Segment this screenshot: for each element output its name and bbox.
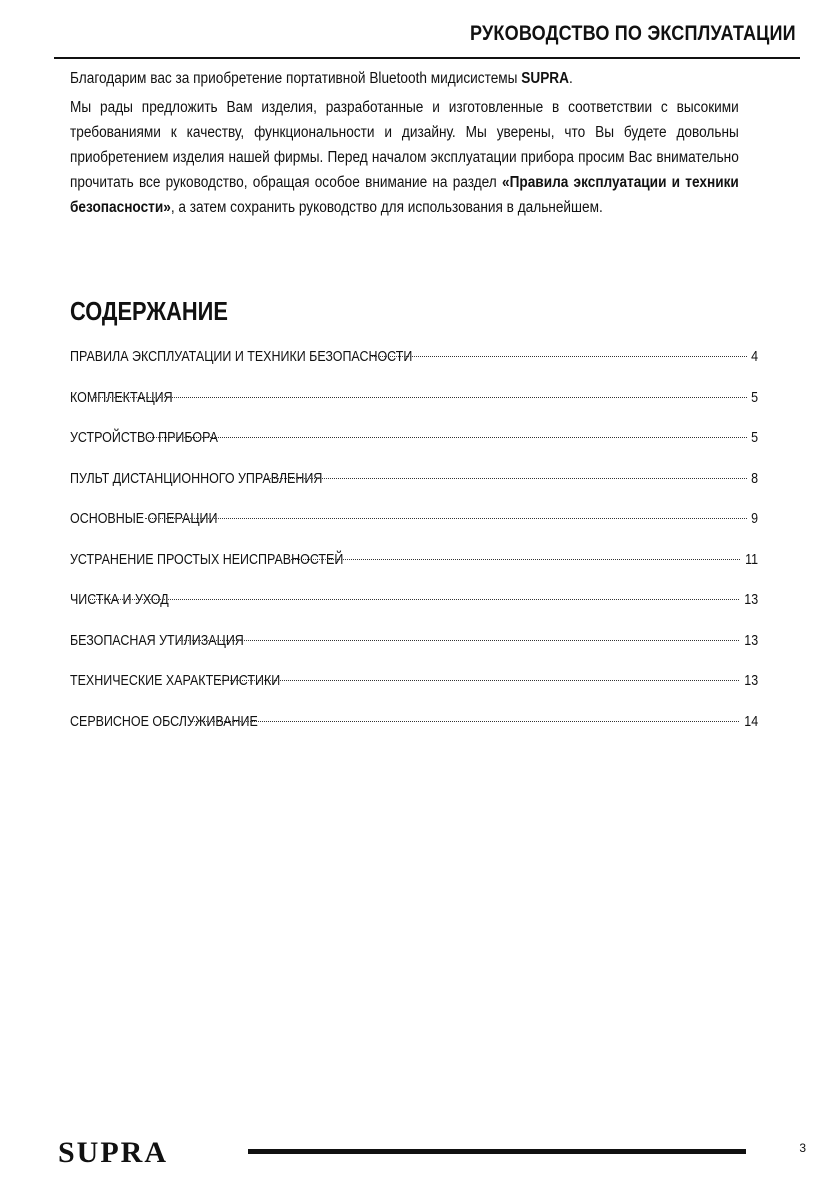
toc-entry-title: ПУЛЬТ ДИСТАНЦИОННОГО УПРАВЛЕНИЯ bbox=[70, 470, 323, 487]
toc-entry-page: 8 bbox=[751, 470, 758, 487]
toc-entry-title: КОМПЛЕКТАЦИЯ bbox=[70, 389, 173, 406]
toc-entry-title: ТЕХНИЧЕСКИЕ ХАРАКТЕРИСТИКИ bbox=[70, 673, 281, 689]
supra-logo: SUPRA bbox=[58, 1136, 169, 1169]
toc-dot-leader bbox=[192, 721, 739, 722]
toc-dot-leader bbox=[145, 518, 747, 519]
toc-entry-title: ПРАВИЛА ЭКСПЛУАТАЦИИ И ТЕХНИКИ БЕЗОПАСНОСТИ bbox=[70, 349, 413, 365]
toc-dot-leader bbox=[372, 356, 747, 357]
toc-entry-page: 13 bbox=[744, 632, 758, 649]
toc-entry[interactable] bbox=[70, 471, 758, 512]
toc-dot-leader bbox=[291, 559, 739, 560]
toc-entry-page: 5 bbox=[751, 389, 758, 406]
toc-entry-title: УСТРАНЕНИЕ ПРОСТЫХ НЕИСПРАВНОСТЕЙ bbox=[70, 551, 344, 568]
toc-dot-leader bbox=[146, 437, 747, 438]
toc-entry[interactable] bbox=[70, 390, 758, 431]
toc-heading: СОДЕРЖАНИЕ bbox=[70, 296, 228, 326]
toc-entry-title: БЕЗОПАСНАЯ УТИЛИЗАЦИЯ bbox=[70, 632, 244, 649]
footer-divider bbox=[248, 1149, 746, 1154]
toc-entry-page: 14 bbox=[744, 713, 758, 730]
toc-entry-page: 13 bbox=[744, 673, 758, 689]
table-of-contents bbox=[70, 349, 758, 754]
intro-p2-end: , а затем сохранить руководство для использования в дальнейшем. bbox=[170, 199, 603, 216]
toc-entry-title: СЕРВИСНОЕ ОБСЛУЖИВАНИЕ bbox=[70, 713, 258, 730]
toc-entry[interactable] bbox=[70, 552, 758, 593]
intro-paragraph-2 bbox=[70, 95, 739, 220]
intro-section bbox=[70, 66, 739, 224]
toc-entry-page: 11 bbox=[745, 551, 758, 568]
toc-entry[interactable] bbox=[70, 633, 758, 674]
toc-entry[interactable] bbox=[70, 714, 758, 755]
toc-entry-title: ЧИСТКА И УХОД bbox=[70, 592, 169, 608]
toc-dot-leader bbox=[88, 599, 738, 600]
toc-dot-leader bbox=[93, 397, 747, 398]
toc-entry[interactable] bbox=[70, 673, 758, 714]
header-divider bbox=[54, 57, 800, 59]
intro-safety-section-ref: «Правила эксплуатации и техники безопасности» bbox=[70, 174, 739, 216]
toc-entry-title: ОСНОВНЫЕ ОПЕРАЦИИ bbox=[70, 511, 218, 527]
toc-entry[interactable] bbox=[70, 592, 758, 633]
toc-entry-title: УСТРОЙСТВО ПРИБОРА bbox=[70, 430, 218, 446]
toc-entry-page: 5 bbox=[751, 430, 758, 446]
toc-dot-leader bbox=[218, 680, 739, 681]
toc-entry[interactable] bbox=[70, 430, 758, 471]
toc-entry-page: 13 bbox=[744, 592, 758, 608]
document-header-title: РУКОВОДСТВО ПО ЭКСПЛУАТАЦИИ bbox=[470, 22, 796, 45]
intro-p1-text: Благодарим вас за приобретение портативной Bluetooth мидисистемы bbox=[70, 70, 522, 87]
toc-dot-leader bbox=[267, 478, 747, 479]
toc-entry-page: 4 bbox=[751, 349, 758, 365]
intro-paragraph-1 bbox=[70, 66, 739, 91]
toc-dot-leader bbox=[176, 640, 739, 641]
page-number: 3 bbox=[799, 1141, 806, 1155]
toc-entry[interactable] bbox=[70, 349, 758, 390]
intro-brand: SUPRA bbox=[521, 70, 570, 87]
intro-p2-text: Мы рады предложить Вам изделия, разработанные и изготовленные в соответствии с высокими требованиями к качеству, функциональности и дизайну. Мы уверены, что Вы будете довольны приобретением изделия нашей фирмы. Перед началом эксплуатации прибора просим Вас внимательно прочитать все руководство, обращая особое внимание на раздел bbox=[70, 99, 739, 191]
toc-entry[interactable] bbox=[70, 511, 758, 552]
toc-entry-page: 9 bbox=[751, 511, 758, 527]
intro-p1-end: . bbox=[569, 70, 573, 87]
